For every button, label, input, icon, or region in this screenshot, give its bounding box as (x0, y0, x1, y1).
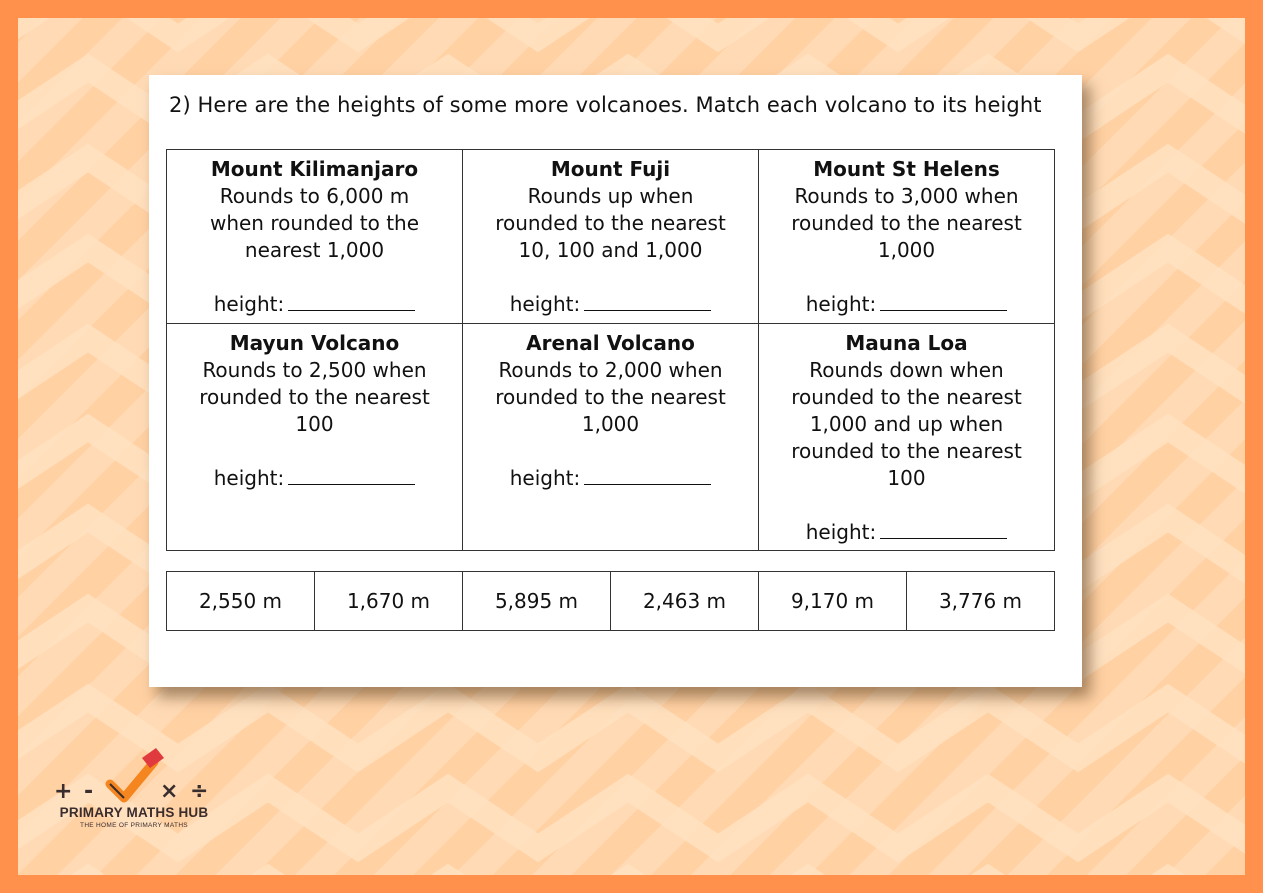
volcano-clue: Rounds to 6,000 m when rounded to the nearest 1,000 (209, 184, 420, 262)
height-label: height: (213, 292, 285, 316)
worksheet-card (149, 75, 1082, 687)
height-blank[interactable] (880, 518, 1007, 539)
volcano-card (759, 324, 1055, 551)
table-row (167, 324, 1055, 551)
height-blank[interactable] (880, 290, 1007, 311)
table-row (167, 572, 1055, 631)
height-option: 2,463 m (611, 572, 759, 631)
height-answer-line (171, 464, 458, 492)
volcano-clue: Rounds to 2,500 when rounded to the nearest 100 (199, 358, 430, 436)
height-answer-line (467, 290, 754, 318)
volcano-name: Mount Fuji (550, 157, 671, 181)
logo-subtitle: THE HOME OF PRIMARY MATHS (80, 822, 188, 829)
volcano-name: Mount Kilimanjaro (210, 157, 419, 181)
divide-icon: ÷ (190, 779, 209, 804)
height-label: height: (509, 292, 581, 316)
logo-mark (44, 748, 224, 806)
volcano-name: Mayun Volcano (229, 331, 400, 355)
height-option: 5,895 m (463, 572, 611, 631)
height-blank[interactable] (584, 290, 711, 311)
height-blank[interactable] (584, 464, 711, 485)
volcano-clue: Rounds up when rounded to the nearest 10, 100 and 1,000 (495, 184, 726, 262)
height-blank[interactable] (288, 290, 415, 311)
logo-title: PRIMARY MATHS HUB (59, 805, 209, 820)
volcano-name: Mauna Loa (845, 331, 968, 355)
volcano-card (463, 150, 759, 324)
height-options-table (166, 571, 1055, 631)
height-answer-line (763, 290, 1050, 318)
table-row (167, 150, 1055, 324)
height-label: height: (509, 466, 581, 490)
volcano-clue: Rounds down when rounded to the nearest 1,000 and up when rounded to the nearest 100 (791, 358, 1022, 490)
volcano-name: Arenal Volcano (526, 331, 695, 355)
height-label: height: (805, 292, 877, 316)
pencil-check-icon (110, 748, 164, 798)
height-option: 1,670 m (315, 572, 463, 631)
volcano-clue: Rounds to 3,000 when rounded to the nearest 1,000 (791, 184, 1022, 262)
volcano-card (167, 324, 463, 551)
height-answer-line (763, 518, 1050, 546)
multiply-icon: × (160, 779, 179, 804)
question-text: 2) Here are the heights of some more volcanoes. Match each volcano to its height (169, 93, 1042, 117)
volcano-card (167, 150, 463, 324)
volcano-card (759, 150, 1055, 324)
volcano-clue: Rounds to 2,000 when rounded to the nearest 1,000 (495, 358, 726, 436)
minus-icon: - (84, 779, 94, 804)
height-answer-line (171, 290, 458, 318)
height-option: 9,170 m (759, 572, 907, 631)
height-answer-line (467, 464, 754, 492)
height-blank[interactable] (288, 464, 415, 485)
height-label: height: (213, 466, 285, 490)
brand-logo (44, 748, 224, 833)
height-option: 2,550 m (167, 572, 315, 631)
volcano-name: Mount St Helens (813, 157, 1000, 181)
plus-icon: + (54, 779, 73, 804)
height-option: 3,776 m (907, 572, 1055, 631)
volcano-card (463, 324, 759, 551)
volcano-table (166, 149, 1055, 551)
height-label: height: (805, 520, 877, 544)
